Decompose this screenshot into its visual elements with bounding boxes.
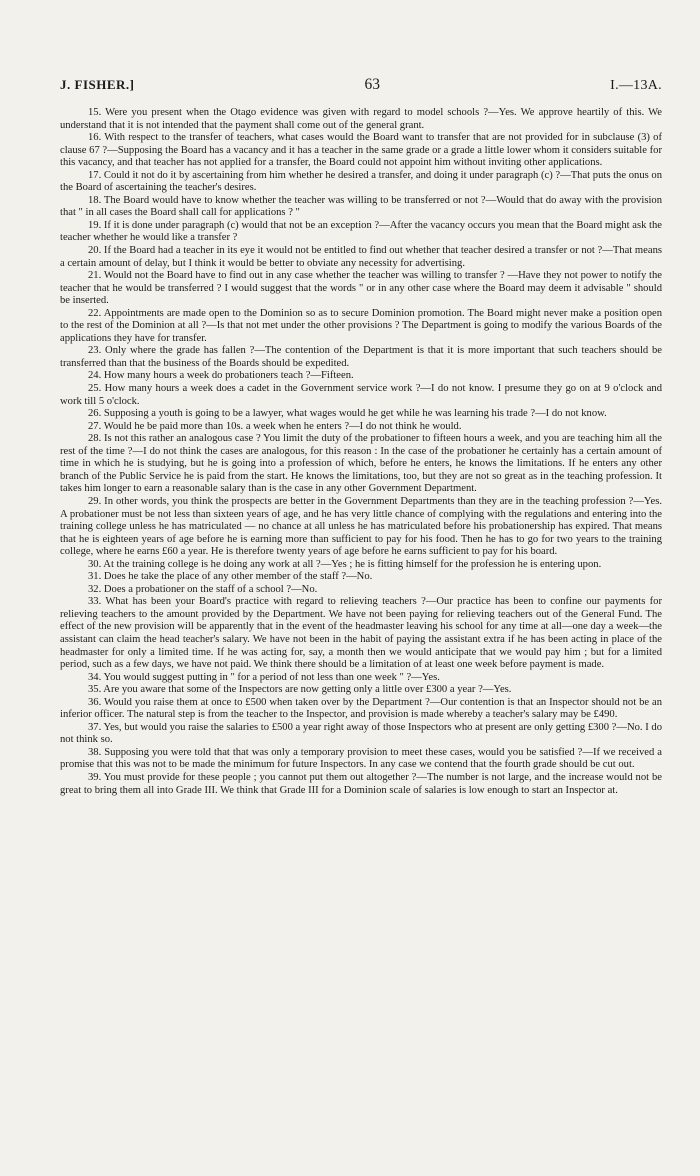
- page-number: 63: [364, 76, 381, 93]
- question-36: 36. Would you raise them at once to £500 when taken over by the Department ?—Our contention is that an Inspector should not be an inferior officer. The natural step is from the teacher to the Inspector, and provision is made whereby a teacher's salary may be £490.: [60, 696, 662, 721]
- question-37: 37. Yes, but would you raise the salaries to £500 a year right away of those Inspectors who at present are only getting £300 ?—No. I do not think so.: [60, 721, 662, 746]
- question-21: 21. Would not the Board have to find out in any case whether the teacher was willing to transfer ? —Have they not power to notify the teacher that he would be transferred ? I would suggest that the words " or in any other case where the Board may deem it advisable " should be inserted.: [60, 270, 662, 307]
- question-35: 35. Are you aware that some of the Inspectors are now getting only a little over £300 a year ?—Yes.: [88, 684, 512, 696]
- question-39: 39. You must provide for these people ; you cannot put them out altogether ?—The number is not large, and the increase would not be great to bring them all into Grade III. We think that Grade III for a Dominion scale of salaries is low enough to start an Inspector at.: [60, 771, 662, 796]
- question-17: 17. Could it not do it by ascertaining from him whether he desired a transfer, and doing it under paragraph (c) ?—That puts the onus on the Board of ascertaining the teacher's desires.: [60, 169, 662, 194]
- question-23: 23. Only where the grade has fallen ?—The contention of the Department is that it is more important that such teachers should be transferred than that the business of the Boards should be expedited.: [60, 345, 662, 369]
- question-38: 38. Supposing you were told that that was only a temporary provision to meet these cases, would you be satisfied ?—If we received a promise that this was not to be made the minimum for future Inspectors. In any case we contend that the fourth grade should be cut out.: [60, 746, 662, 771]
- page-header: [60, 76, 662, 94]
- question-31: 31. Does he take the place of any other member of the staff ?—No.: [88, 571, 373, 583]
- question-20: 20. If the Board had a teacher in its eye it would not be entitled to find out whether that teacher desired a transfer or not ?—That means a certain amount of delay, but I think it would be better to obviate any necessity for advertising.: [60, 245, 662, 269]
- document-reference: I.—13A.: [610, 78, 662, 93]
- question-34: 34. You would suggest putting in " for a period of not less than one week " ?—Yes.: [88, 671, 440, 683]
- question-33: 33. What has been your Board's practice with regard to relieving teachers ?—Our practice has been to confine our payments for relieving teachers to the amount provided by the Department. We have not been paying for relieving teachers out of the General Fund. The effect of the new provision will be apparently that in the event of the headmaster leaving his school for any time at all—one day a week—the assistant can claim the head teacher's salary. We have not been in the habit of paying the assistant extra if he has been acting in place of the headmaster for only a limited time. If he was acting for, say, a month then we would anticipate that we would pay him ; but for a limited period, such as a few days, we have not paid. We think there should be a limitation of at least one week before payment is made.: [60, 596, 662, 671]
- question-24: 24. How many hours a week do probationers teach ?—Fifteen.: [88, 370, 354, 382]
- question-22: 22. Appointments are made open to the Dominion so as to secure Dominion promotion. The Board might never make a position open to the rest of the Dominion at all ?—Is that not met under the other provisions ? The Department is going to modify the various Boards of the applications they have for transfer.: [60, 307, 662, 344]
- question-30: 30. At the training college is he doing any work at all ?—Yes ; he is fitting himself for the profession he is entering upon.: [88, 558, 602, 570]
- question-15: 15. Were you present when the Otago evidence was given with regard to model schools ?—Yes. We approve heartily of this. We understand that it is not intended that the payment shall come out of the general grant.: [60, 107, 662, 131]
- question-26: 26. Supposing a youth is going to be a lawyer, what wages would he get while he was learning his trade ?—I do not know.: [88, 408, 607, 420]
- question-27: 27. Would he be paid more than 10s. a week when he enters ?—I do not think he would.: [88, 420, 462, 432]
- question-16: 16. With respect to the transfer of teachers, what cases would the Board want to transfer that are not provided for in subclause (3) of clause 67 ?—Supposing the Board has a vacancy and it has a teacher in the same grade or a grade a little lower whom it considers suitable for this vacancy, and that teacher has not applied for a transfer, the Board could not appoint him without inviting other applications.: [60, 132, 662, 169]
- witness-name: J. FISHER.]: [60, 77, 135, 92]
- question-29: 29. In other words, you think the prospects are better in the Government Departments than they are in the teaching profession ?—Yes. A probationer must be not less than sixteen years of age, and he has very little chance of complying with the regulations and entering into the training college unless he has matriculated — no chance at all unless he has matriculated before his probationership has expired. That means that he is eighteen years of age before he is earning more than sufficient to pay for his food. Then he has to go for two years to the training college, where he earns £60 a year. He is therefore twenty years of age before he earns sufficient to pay for his board.: [60, 495, 662, 558]
- question-28: 28. Is not this rather an analogous case ? You limit the duty of the probationer to fifteen hours a week, and you are teaching him all the rest of the time ?—I do not think the cases are analogous, for this reason : In the case of the probationer he certainly has a certain amount of time in which he is studying, but he is going into a profession of which, before he enters, he knows the limitations. If he enters any other branch of the Public Service he is paid from the start. He knows the limitations, too, but they are not so great as in the teaching profession. It takes him longer to earn a reasonable salary than is the case in any other Government Department.: [60, 433, 662, 495]
- page-body: [60, 107, 662, 797]
- question-25: 25. How many hours a week does a cadet in the Government service work ?—I do not know. I presume they go on at 9 o'clock and work till 5 o'clock.: [60, 383, 662, 407]
- question-18: 18. The Board would have to know whether the teacher was willing to be transferred or not ?—Would that do away with the provision that " in all cases the Board shall call for applications ? ": [60, 194, 662, 219]
- question-32: 32. Does a probationer on the staff of a school ?—No.: [88, 583, 318, 595]
- question-19: 19. If it is done under paragraph (c) would that not be an exception ?—After the vacancy occurs you mean that the Board might ask the teacher whether he would like a transfer ?: [60, 219, 662, 244]
